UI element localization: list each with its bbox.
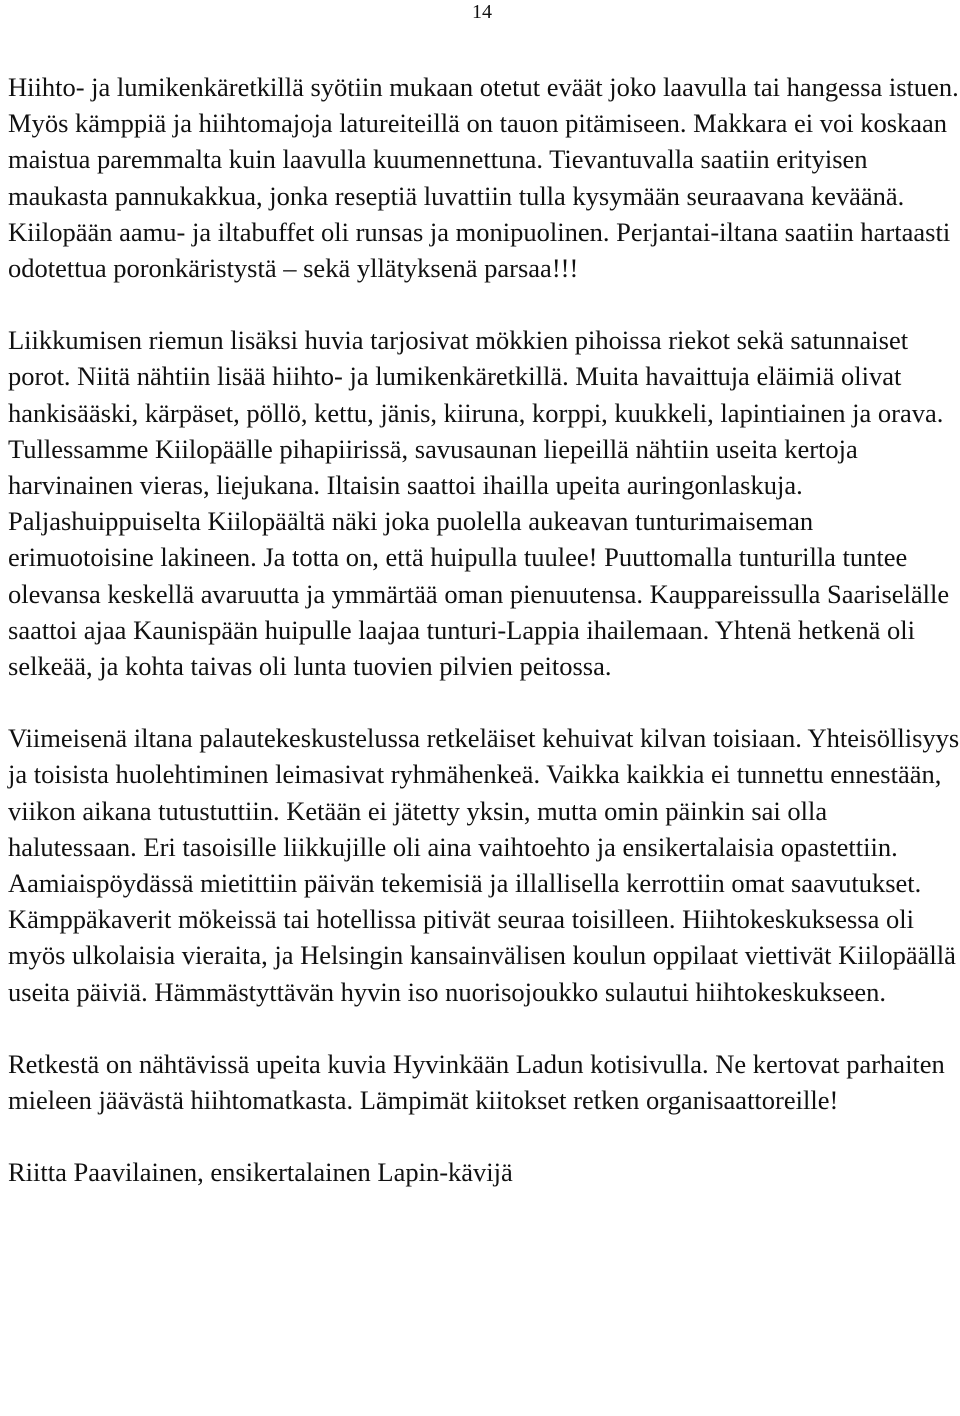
paragraph-community: Viimeisenä iltana palautekeskustelussa retkeläiset kehuivat kilvan toisiaan. Yhteisöllisyys ja toisista huolehtiminen leimasivat ryhmähenkeä. Vaikka kaikkia ei tunnettu ennestään, viikon aikana tutustuttiin. Ketään ei jätetty yksin, mutta omin päinkin sai olla halutessaan. Eri tasoisille liikkujille oli aina vaihtoehto ja ensikertalaisia opastettiin. Aamiaispöydässä mietittiin päivän tekemisiä ja illallisella kerrottiin omat saavutukset. Kämppäkaverit mökeissä tai hotellissa pitivät seuraa toisilleen. Hiihtokeskuksessa oli myös ulkolaisia vieraita, ja Helsingin kansainvälisen koulun oppilaat viettivät Kiilopäällä useita päiviä. Hämmästyttävän hyvin iso nuorisojoukko sulautui hiihtokeskukseen. (8, 723, 960, 1007)
page-number: 14 (472, 1, 492, 23)
author-signature: Riitta Paavilainen, ensikertalainen Lapin-kävijä (8, 1157, 513, 1188)
paragraph-closing: Retkestä on nähtävissä upeita kuvia Hyvinkään Ladun kotisivulla. Ne kertovat parhaiten mieleen jäävästä hiihtomatkasta. Lämpimät kiitokset retken organisaattoreille! (8, 1048, 945, 1116)
article-body (8, 69, 960, 1190)
paragraph-nature: Liikkumisen riemun lisäksi huvia tarjosivat mökkien pihoissa riekot sekä satunnaiset porot. Niitä nähtiin lisää hiihto- ja lumikenkäretkillä. Muita havaittuja eläimiä olivat hankisääski, kärpäset, pöllö, kettu, jänis, kiiruna, korppi, kuukkeli, lapintiainen ja orava. Tullessamme Kiilopäälle pihapiirissä, savusaunan liepeillä nähtiin useita kertoja harvinainen vieras, liejukana. Iltaisin saattoi ihailla upeita auringonlaskuja. Paljashuippuiselta Kiilopäältä näki joka puolella aukeavan tunturimaiseman erimuotoisine lakineen. Ja totta on, että huipulla tuulee! Puuttomalla tunturilla tuntee olevansa keskellä avaruutta ja ymmärtää oman pienuutensa. Kauppareissulla Saariselälle saattoi ajaa Kaunispään huipulle laajaa tunturi-Lappia ihailemaan. Yhtenä hetkenä oli selkeää, ja kohta taivas oli lunta tuovien pilvien peitossa. (8, 325, 950, 682)
paragraph-food: Hiihto- ja lumikenkäretkillä syötiin mukaan otetut eväät joko laavulla tai hangessa istuen. Myös kämppiä ja hiihtomajoja latureiteillä on tauon pitämiseen. Makkara ei voi koskaan maistua paremmalta kuin laavulla kuumennettuna. Tievantuvalla saatiin erityisen maukasta pannukakkua, jonka reseptiä luvattiin tulla kysymään seuraavana keväänä. Kiilopään aamu- ja iltabuffet oli runsas ja monipuolinen. Perjantai-iltana saatiin hartaasti odotettua poronkäristystä – sekä yllätyksenä parsaa!!! (8, 72, 959, 284)
